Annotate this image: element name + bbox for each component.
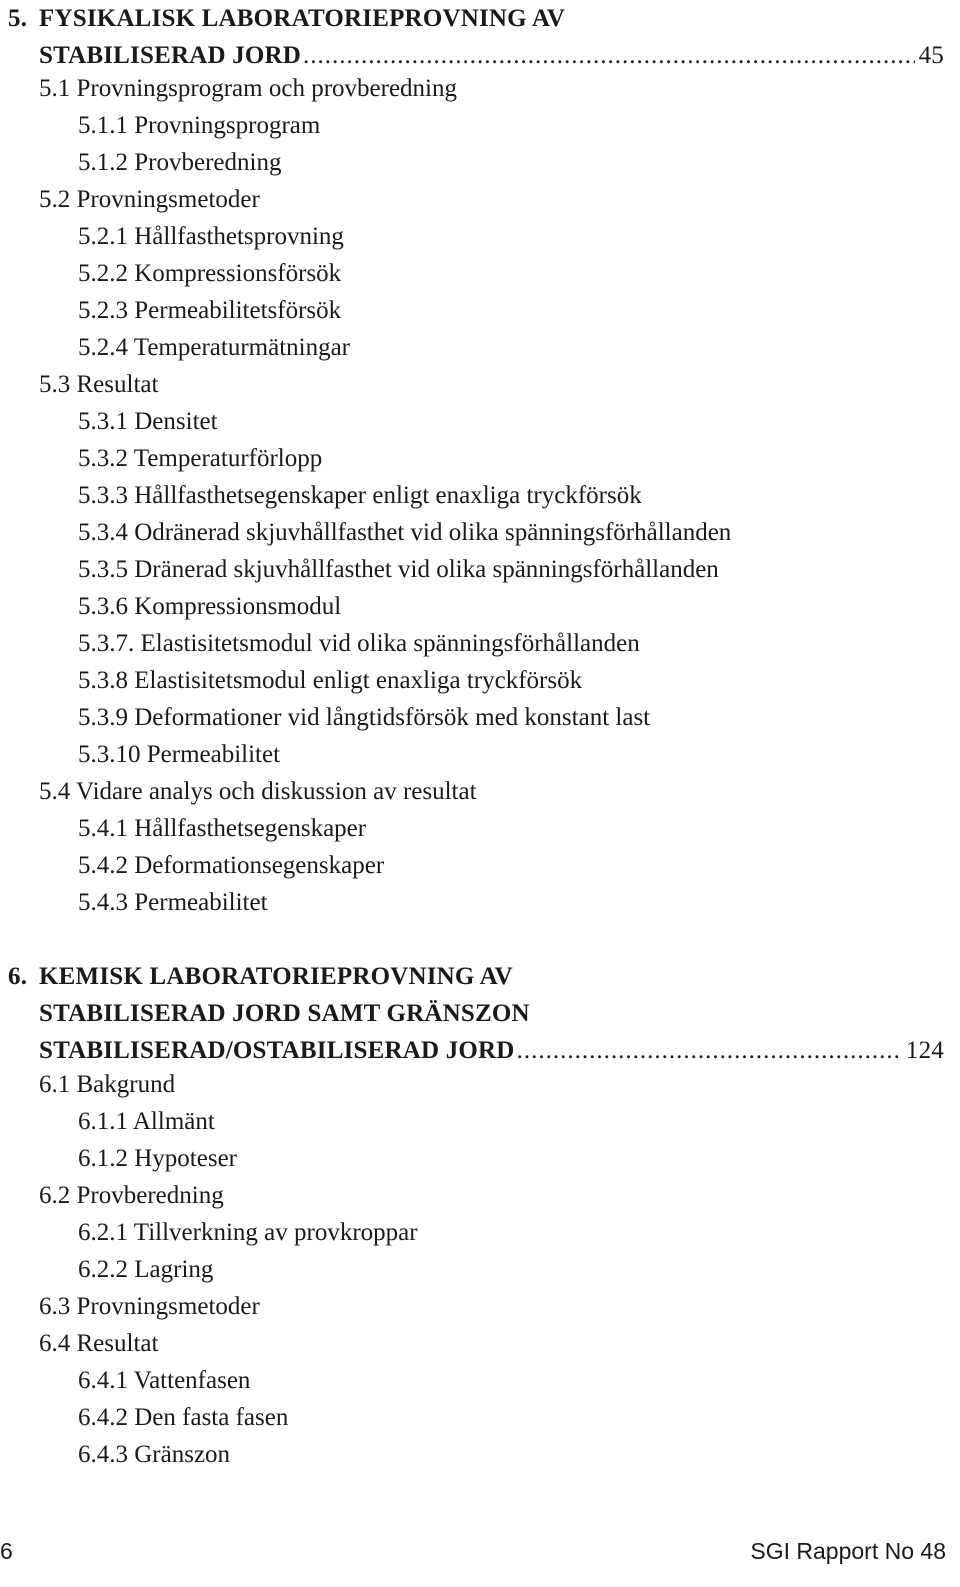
toc-entry-subsection: 5.3.7. Elastisitetsmodul vid olika spänningsförhållanden (78, 630, 640, 657)
dot-leader (303, 37, 915, 74)
toc-entry-subsection: 5.3.2 Temperaturförlopp (78, 445, 323, 472)
toc-entry-subsection: 5.2.1 Hållfasthetsprovning (78, 223, 344, 250)
chapter-number: 6. (8, 963, 28, 990)
toc-entry-subsection: 6.2.1 Tillverkning av provkroppar (78, 1219, 418, 1246)
chapter-title-line (8, 1032, 944, 1069)
toc-entry-subsection: 5.1.1 Provningsprogram (78, 112, 321, 139)
footer-page-number: 6 (0, 1538, 13, 1564)
toc-entry-section: 6.4 Resultat (39, 1330, 159, 1357)
toc-entry-subsection: 5.4.2 Deformationsegenskaper (78, 852, 385, 879)
toc-entry-subsection: 5.2.2 Kompressionsförsök (78, 260, 342, 287)
chapter-page-number: 45 (918, 42, 944, 69)
toc-entry-section: 6.2 Provberedning (39, 1182, 224, 1209)
toc-entry-section: 5.1 Provningsprogram och provberedning (39, 75, 457, 102)
toc-entry-subsection: 5.2.3 Permeabilitetsförsök (78, 297, 342, 324)
toc-entry-subsection: 5.4.1 Hållfasthetsegenskaper (78, 815, 367, 842)
toc-entry-section: 6.1 Bakgrund (39, 1071, 176, 1098)
toc-entry-subsection: 5.3.5 Dränerad skjuvhållfasthet vid olika spänningsförhållanden (78, 556, 719, 583)
toc-entry-subsection: 5.3.1 Densitet (78, 408, 218, 435)
toc-entry-subsection: 6.1.2 Hypoteser (78, 1145, 237, 1172)
chapter-title-text: STABILISERAD/OSTABILISERAD JORD (39, 1037, 515, 1064)
chapter-heading-5 (8, 0, 944, 74)
toc-entry-subsection: 5.3.8 Elastisitetsmodul enligt enaxliga tryckförsök (78, 667, 583, 694)
dot-leader (517, 1032, 902, 1069)
toc-entry-subsection: 5.3.9 Deformationer vid långtidsförsök med konstant last (78, 704, 651, 731)
toc-entry-section: 5.2 Provningsmetoder (39, 186, 260, 213)
chapter-number: 5. (8, 5, 28, 32)
toc-entry-subsection: 5.3.3 Hållfasthetsegenskaper enligt enaxliga tryckförsök (78, 482, 642, 509)
toc-entry-subsection: 5.3.4 Odränerad skjuvhållfasthet vid olika spänningsförhållanden (78, 519, 732, 546)
toc-entry-subsection: 6.4.2 Den fasta fasen (78, 1404, 289, 1431)
toc-entry-subsection: 5.4.3 Permeabilitet (78, 889, 268, 916)
toc-entry-section: 6.3 Provningsmetoder (39, 1293, 260, 1320)
toc-entry-section: 5.4 Vidare analys och diskussion av resultat (39, 778, 477, 805)
toc-entry-subsection: 5.1.2 Provberedning (78, 149, 282, 176)
toc-entry-subsection: 6.4.3 Gränszon (78, 1441, 231, 1468)
toc-entry-section: 5.3 Resultat (39, 371, 159, 398)
toc-entry-subsection: 6.2.2 Lagring (78, 1256, 214, 1283)
chapter-title-line: STABILISERAD JORD SAMT GRÄNSZON (39, 1000, 530, 1027)
toc-entry-subsection: 5.2.4 Temperaturmätningar (78, 334, 351, 361)
toc-entry-subsection: 5.3.6 Kompressionsmodul (78, 593, 342, 620)
chapter-title-line: FYSIKALISK LABORATORIEPROVNING AV (39, 5, 566, 32)
chapter-title-text: STABILISERAD JORD (39, 42, 302, 69)
footer-report-title: SGI Rapport No 48 (750, 1538, 946, 1564)
chapter-title-line (8, 37, 944, 74)
toc-entry-subsection: 6.1.1 Allmänt (78, 1108, 215, 1135)
toc-entry-subsection: 6.4.1 Vattenfasen (78, 1367, 251, 1394)
chapter-page-number: 124 (905, 1037, 944, 1064)
toc-entry-subsection: 5.3.10 Permeabilitet (78, 741, 281, 768)
chapter-title-line: KEMISK LABORATORIEPROVNING AV (39, 963, 513, 990)
chapter-heading-6 (8, 958, 944, 1069)
